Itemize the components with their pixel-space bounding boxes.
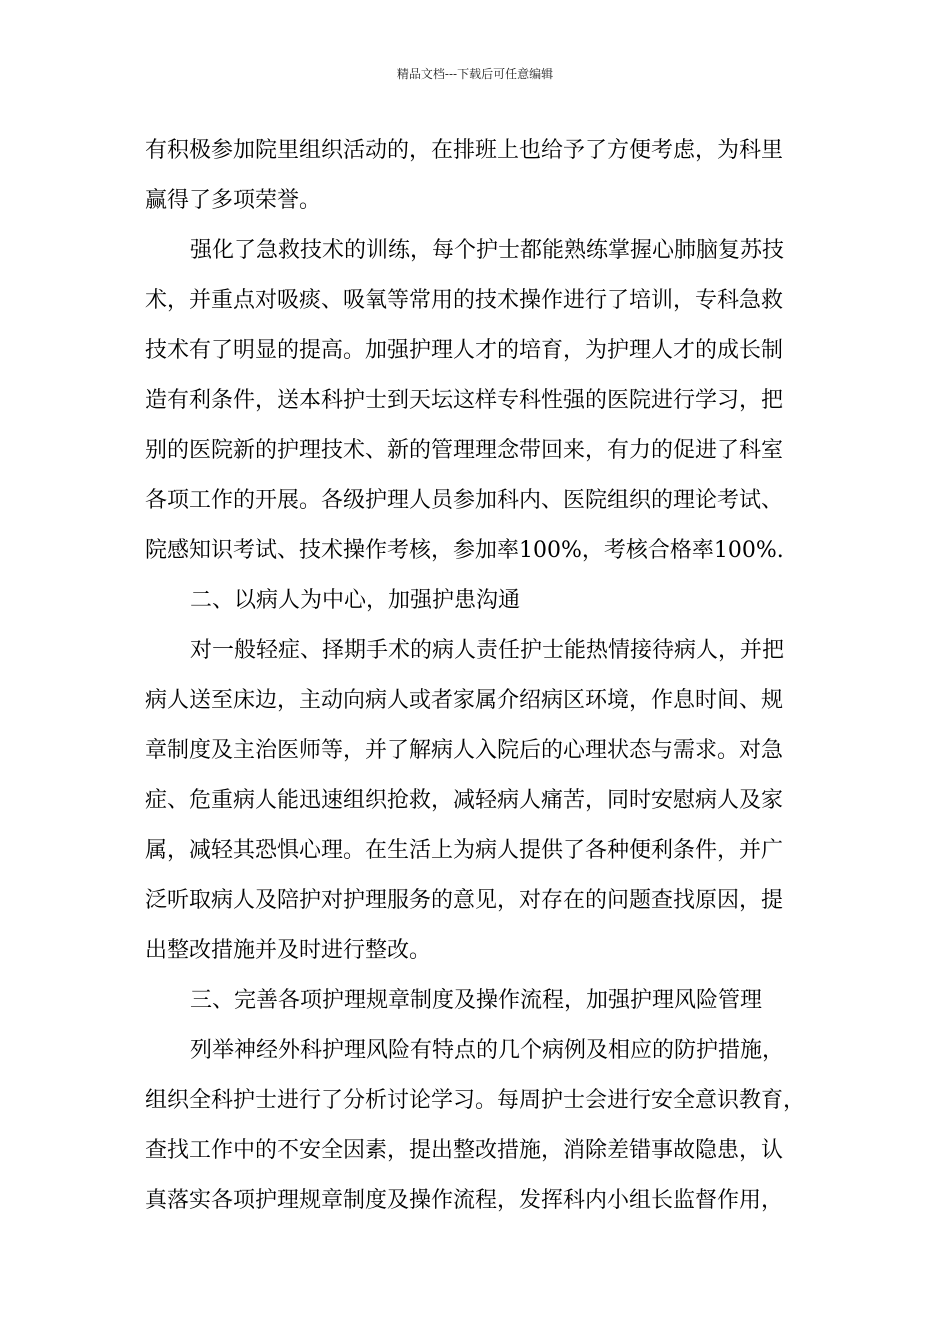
document-body bbox=[145, 131, 825, 1231]
paragraph-line: 病人送至床边，主动向病人或者家属介绍病区环境，作息时间、规 bbox=[145, 688, 784, 713]
paragraph-line: 出整改措施并及时进行整改。 bbox=[145, 938, 432, 963]
page-header: 精品文档---下载后可任意编辑 bbox=[396, 67, 554, 81]
paragraph-line: 真落实各项护理规章制度及操作流程，发挥科内小组长监督作用， bbox=[145, 1188, 784, 1213]
paragraph-line: 院感知识考试、技术操作考核，参加率100%，考核合格率100%. bbox=[145, 538, 784, 563]
paragraph-line: 造有利条件，送本科护士到天坛这样专科性强的医院进行学习，把 bbox=[145, 388, 784, 413]
paragraph-line: 对一般轻症、择期手术的病人责任护士能热情接待病人，并把 bbox=[190, 638, 785, 663]
paragraph-line: 术，并重点对吸痰、吸氧等常用的技术操作进行了培训，专科急救 bbox=[145, 288, 784, 313]
paragraph-line: 有积极参加院里组织活动的，在排班上也给予了方便考虑，为科里 bbox=[145, 138, 784, 163]
paragraph-line: 强化了急救技术的训练，每个护士都能熟练掌握心肺脑复苏技 bbox=[190, 238, 785, 263]
paragraph-line: 组织全科护士进行了分析讨论学习。每周护士会进行安全意识教育， bbox=[145, 1088, 806, 1113]
paragraph-line: 泛听取病人及陪护对护理服务的意见，对存在的问题查找原因，提 bbox=[145, 888, 784, 913]
section-heading: 三、完善各项护理规章制度及操作流程，加强护理风险管理 bbox=[190, 988, 763, 1013]
paragraph-line: 别的医院新的护理技术、新的管理理念带回来，有力的促进了科室 bbox=[145, 438, 784, 463]
paragraph-line: 赢得了多项荣誉。 bbox=[145, 188, 322, 213]
paragraph-line: 属，减轻其恐惧心理。在生活上为病人提供了各种便利条件，并广 bbox=[145, 838, 784, 863]
paragraph-line: 技术有了明显的提高。加强护理人才的培育，为护理人才的成长制 bbox=[145, 338, 784, 363]
paragraph-line: 症、危重病人能迅速组织抢救，减轻病人痛苦，同时安慰病人及家 bbox=[145, 788, 784, 813]
paragraph-line: 各项工作的开展。各级护理人员参加科内、医院组织的理论考试、 bbox=[145, 488, 784, 513]
section-heading: 二、以病人为中心，加强护患沟通 bbox=[190, 588, 521, 613]
paragraph-line: 列举神经外科护理风险有特点的几个病例及相应的防护措施， bbox=[190, 1038, 785, 1063]
paragraph-line: 章制度及主治医师等，并了解病人入院后的心理状态与需求。对急 bbox=[145, 738, 784, 763]
paragraph-line: 查找工作中的不安全因素，提出整改措施，消除差错事故隐患，认 bbox=[145, 1138, 784, 1163]
